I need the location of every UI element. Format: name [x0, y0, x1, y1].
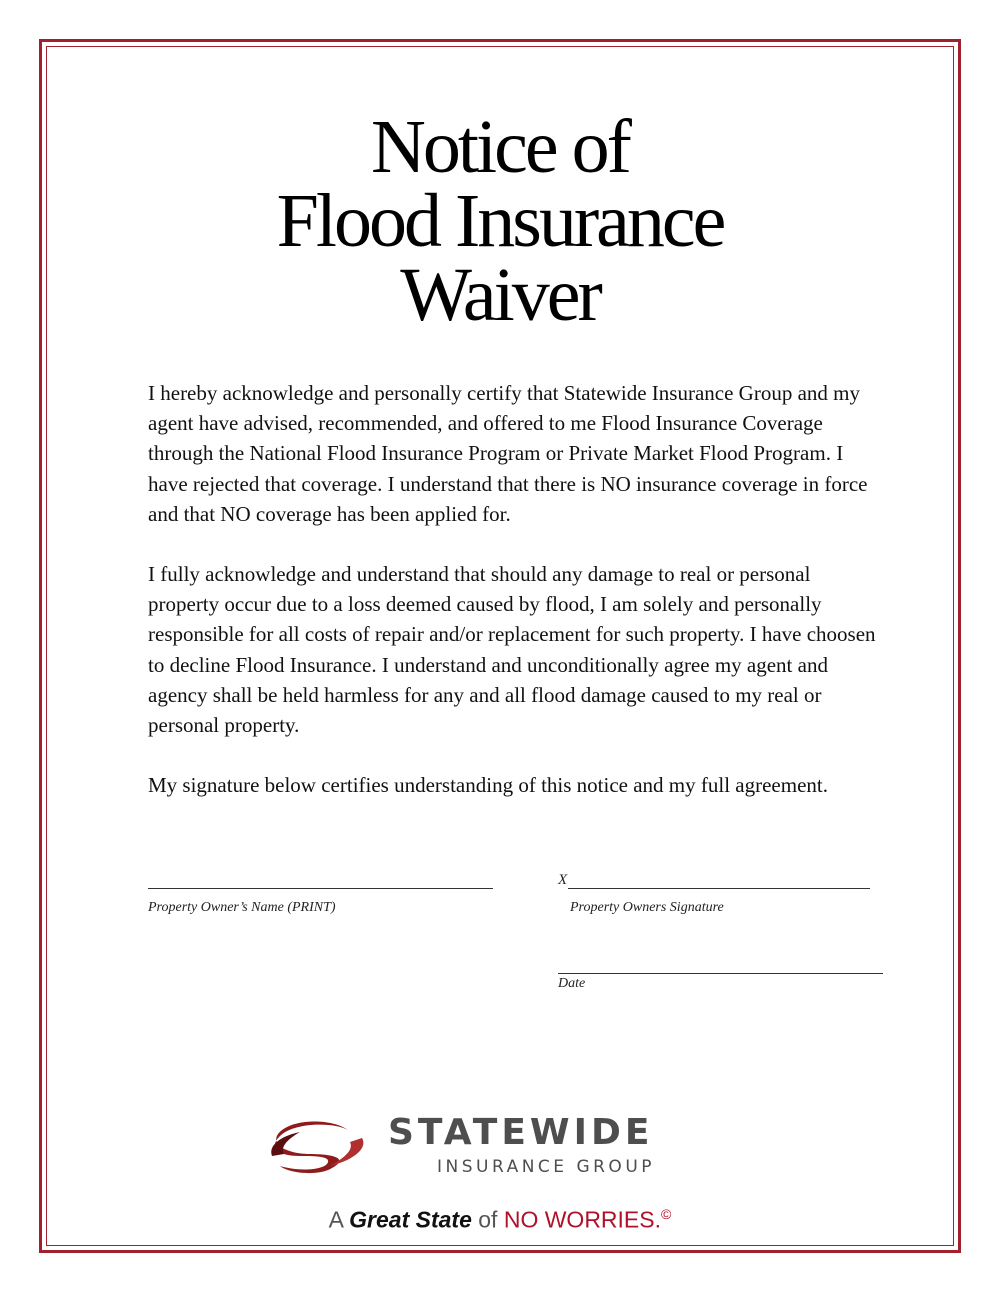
owner-name-label: Property Owner’s Name (PRINT)	[148, 900, 336, 915]
paragraph-responsibility: I fully acknowledge and understand that should any damage to real or personal property occur due to a loss deemed caused by flood, I am solely and personally responsible for all costs of repair and/or replacement for such property. I have choosen to decline Flood Insurance. I understand and unconditionally agree my agent and agency shall be held harmless for any and all flood damage caused to my real or personal property.	[148, 562, 876, 738]
tagline-great-state: Great State	[349, 1206, 472, 1233]
paragraph-certification: My signature below certifies understanding of this notice and my full agreement.	[148, 773, 828, 797]
title-line-1: Notice of	[371, 105, 629, 189]
date-line[interactable]	[558, 973, 883, 974]
owner-name-line[interactable]	[148, 888, 493, 889]
tagline-no-worries: NO WORRIES.	[503, 1206, 661, 1233]
tagline	[0, 1206, 1000, 1234]
title-line-3: Waiver	[400, 253, 600, 337]
owner-signature-label: Property Owners Signature	[570, 900, 724, 915]
logo-subtitle: INSURANCE GROUP	[437, 1157, 656, 1177]
document-title	[0, 105, 1000, 337]
copyright-icon: ©	[661, 1206, 672, 1222]
paragraph-acknowledgement: I hereby acknowledge and personally certify that Statewide Insurance Group and my agent have advised, recommended, and offered to me Flood Insurance Coverage through the National Flood Insurance Program or Private Market Flood Program. I have rejected that coverage. I understand that there is NO insurance coverage in force and that NO coverage has been applied for.	[148, 381, 868, 526]
title-line-2: Flood Insurance	[276, 179, 724, 263]
date-label: Date	[558, 976, 586, 991]
tagline-of: of	[471, 1206, 504, 1233]
owner-signature-line[interactable]	[568, 888, 870, 889]
logo-company-name: STATEWIDE	[388, 1112, 654, 1153]
tagline-a: A	[328, 1206, 350, 1233]
swoosh-s-icon	[271, 1121, 363, 1173]
signature-x-mark: X	[558, 872, 568, 888]
